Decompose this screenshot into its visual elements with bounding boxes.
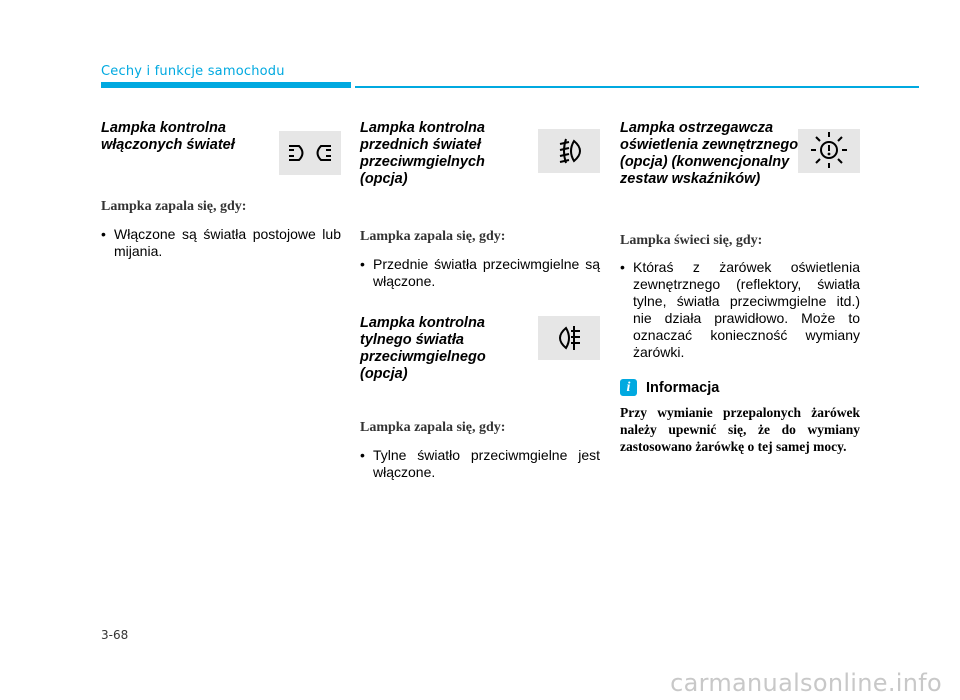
header-accent-bar bbox=[101, 82, 351, 88]
front-fog-lamp-icon bbox=[538, 129, 600, 173]
list-item: • Przednie światła przeciwmgielne są włączone. bbox=[360, 256, 600, 290]
condition-label: Lampka świeci się, gdy: bbox=[620, 233, 763, 248]
section-title-front-fog: Lampka kontrolna przednich świateł przeciwmgielnych (opcja) bbox=[360, 120, 485, 187]
rear-fog-lamp-icon bbox=[538, 316, 600, 360]
condition-label: Lampka zapala się, gdy: bbox=[360, 420, 506, 435]
exterior-light-warning-icon bbox=[798, 129, 860, 173]
condition-label: Lampka zapala się, gdy: bbox=[360, 229, 506, 244]
list-item: • Któraś z żarówek oświetlenia zewnętrznego (reflektory, światła tylne, światła przeciwmgielne itd.) nie działa prawidłowo. Może to oznaczać konieczność wymiany żarówki. bbox=[620, 259, 860, 361]
info-heading bbox=[620, 379, 860, 396]
info-title: Informacja bbox=[646, 379, 720, 396]
header-rule bbox=[355, 86, 919, 88]
page-number: 3-68 bbox=[101, 628, 129, 642]
column-3 bbox=[620, 120, 860, 455]
column-2 bbox=[360, 120, 600, 481]
info-icon: i bbox=[620, 379, 637, 396]
column-1 bbox=[101, 120, 341, 260]
section-title-rear-fog: Lampka kontrolna tylnego światła przeciwmgielnego (opcja) bbox=[360, 315, 486, 382]
section-title-exterior-light: Lampka ostrzegawcza oświetlenia zewnętrznego (opcja) (konwencjonalny zestaw wskaźników) bbox=[620, 120, 799, 187]
list-item: • Tylne światło przeciwmgielne jest włączone. bbox=[360, 447, 600, 481]
section-title-headlamp: Lampka kontrolna włączonych świateł bbox=[101, 120, 235, 153]
watermark-link[interactable]: carmanualsonline.info bbox=[670, 669, 942, 697]
condition-label: Lampka zapala się, gdy: bbox=[101, 199, 247, 214]
section-header-title: Cechy i funkcje samochodu bbox=[101, 64, 285, 79]
info-text: Przy wymianie przepalonych żarówek należy upewnić się, że do wymiany zastosowano żarówkę o tej samej mocy. bbox=[620, 405, 860, 454]
list-item: • Włączone są światła postojowe lub mijania. bbox=[101, 226, 341, 260]
headlamp-icon bbox=[279, 131, 341, 175]
